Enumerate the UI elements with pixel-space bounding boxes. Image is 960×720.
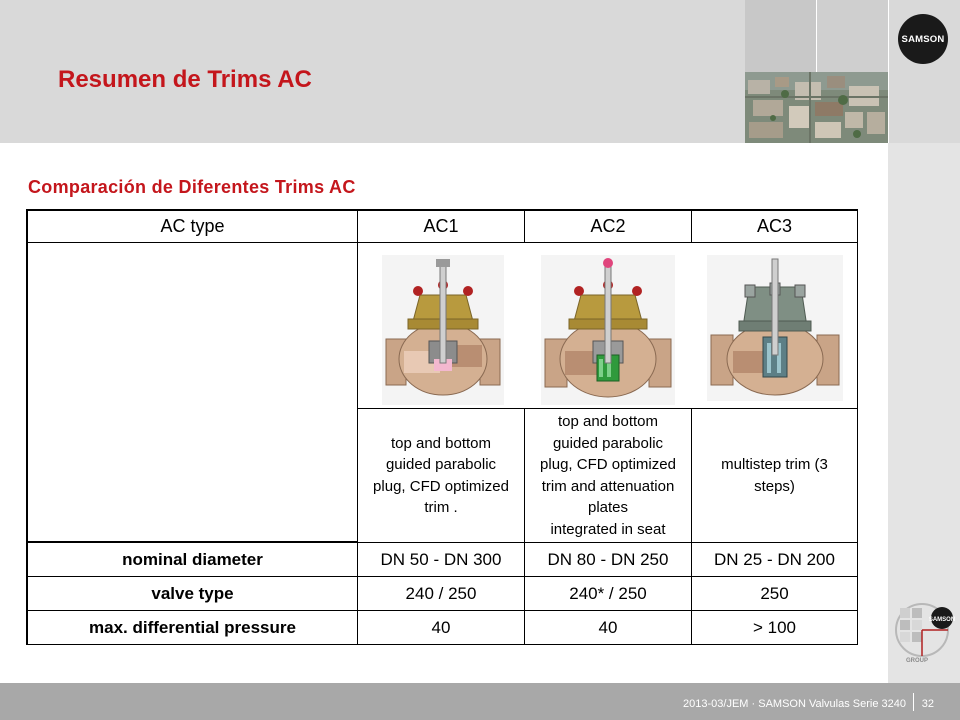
logo-text: SAMSON <box>901 33 945 45</box>
ac2-valve-image <box>541 255 675 405</box>
ac2-desc-line: top and bottom <box>557 413 659 430</box>
row-label-max-differential-pressure: max. differential pressure <box>27 610 358 645</box>
group-logo-text: GROUP <box>906 658 929 664</box>
ac2-desc-line: plug, CFD optimized <box>540 456 676 473</box>
ac3-valve-image <box>707 255 843 401</box>
samson-logo <box>898 14 948 64</box>
header-cell-ac2: AC2 <box>524 210 692 243</box>
valve-type-ac1: 240 / 250 <box>357 576 525 611</box>
valve-type-ac2: 240* / 250 <box>524 576 692 611</box>
valve-type-ac3: 250 <box>691 576 858 611</box>
header-block-right <box>817 0 888 72</box>
page-number: 32 <box>921 698 934 710</box>
ac1-description <box>357 408 525 543</box>
ac3-desc-line: steps) <box>754 477 795 495</box>
nominal-diameter-ac1: DN 50 - DN 300 <box>357 542 525 577</box>
max-pressure-ac3: > 100 <box>691 610 858 645</box>
aerial-photo <box>745 72 888 143</box>
header-block-left <box>745 0 816 72</box>
footer-separator <box>913 693 914 711</box>
ac3-desc-line: multistep trim (3 <box>721 456 828 473</box>
ac1-valve-image <box>382 255 504 405</box>
image-row-label <box>27 242 358 542</box>
slide-subtitle: Comparación de Diferentes Trims AC <box>28 177 356 197</box>
header-cell-ac3: AC3 <box>691 210 858 243</box>
max-pressure-ac2: 40 <box>524 610 692 645</box>
ac2-desc-line: trim and attenuation <box>541 477 675 495</box>
max-pressure-ac1: 40 <box>357 610 525 645</box>
nominal-diameter-ac2: DN 80 - DN 250 <box>524 542 692 577</box>
ac1-image-cell <box>358 243 524 409</box>
header-cell-ac1: AC1 <box>357 210 525 243</box>
footer-bar <box>0 683 960 720</box>
header-divider-v <box>816 0 817 72</box>
samson-group-logo <box>892 596 958 670</box>
footer-text: 2013-03/JEM · SAMSON Valvulas Serie 3240 <box>683 698 906 710</box>
ac2-desc-line: guided parabolic <box>552 434 664 452</box>
ac3-description <box>691 408 858 543</box>
ac1-desc-line: trim . <box>424 499 458 516</box>
ac1-desc-line: guided parabolic <box>385 456 497 473</box>
ac2-desc-line: integrated in seat <box>550 520 666 538</box>
ac2-image-cell <box>525 243 691 409</box>
ac3-image-cell <box>692 243 858 409</box>
comparison-table <box>26 209 858 645</box>
ac1-desc-line: plug, CFD optimized <box>373 477 509 495</box>
header-divider-v2 <box>888 0 889 143</box>
row-label-nominal-diameter: nominal diameter <box>27 542 358 577</box>
slide-title: Resumen de Trims AC <box>58 66 312 93</box>
ac1-desc-line: top and bottom <box>390 434 492 452</box>
header-cell-ac-type: AC type <box>27 210 358 243</box>
group-logo-brand: SAMSON <box>928 617 956 623</box>
ac2-desc-line: plates <box>587 499 629 516</box>
row-label-valve-type: valve type <box>27 576 358 611</box>
nominal-diameter-ac3: DN 25 - DN 200 <box>691 542 858 577</box>
ac2-description <box>524 408 692 543</box>
